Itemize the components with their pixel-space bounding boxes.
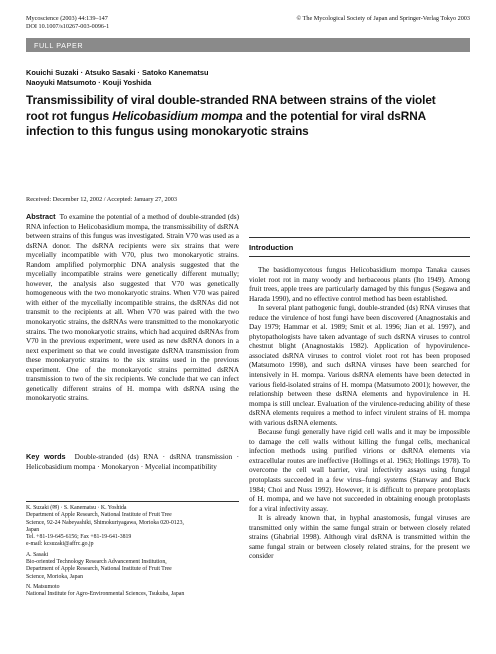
title-line-2: root rot fungus Helicobasidium mompa and the potential for viral dsRNA: [26, 108, 427, 123]
keywords-paragraph: [26, 452, 239, 472]
keywords-label: Key words: [26, 452, 66, 461]
intro-rule-top: [249, 237, 470, 238]
abstract-text: To examine the potential of a method of double-stranded (ds) RNA infection to Helicobasidium mompa, the transmissibility of dsRNA between strains of this fungus was investigated. Strain V70 was used as a dsRNA donor. The dsRNA recipients were six strains that were mycelially incompatible with V70, plus two monokaryotic strains. Random amplified polymorphic DNA analysis suggested that the mycelially incompatible strains were genetically different mutually; however, the analysis also suggested that V70 was genetically homogeneous with the two monokaryotic strains. When V70 was paired with either of the mycelially incompatible strains, the dsRNAs did not transmit to the recipients at all. When V70 was paired with the two monokaryotic strains, the dsRNAs were transmitted to the monokaryotic strains. The two monokaryotic strains, which had acquired dsRNAs from V70 in the previous experiment, were used as new dsRNA donors in a next experiment so that we could investigate dsRNA transmission from these monokaryotic strains to the six strains used in the previous experiment. One of the monokaryotic strains permitted dsRNA transmission to two of the six recipients. We conclude that we can infect genetically different strains of H. mompa with dsRNA using the monokaryotic strains.: [26, 213, 240, 403]
article-type-banner: [26, 38, 470, 52]
intro-rule-bottom: [249, 256, 470, 257]
affiliation-1: K. Suzaki (✉) · S. Kanematsu · K. Yoshida Department of Apple Research, National Institute of Fruit Tree Science, 92-24 Nabeyashiki, Shimokuriyagawa, Morioka 020-0123, Japan Tel. +81-19-645-6156; Fax +81-19-641-3819 e-mail: kcsuzaki@affrc.go.jp: [26, 505, 184, 548]
introduction-body: [249, 266, 470, 650]
author-list: [26, 68, 209, 88]
journal-volume-pages: Mycoscience (2003) 44:139–147: [26, 15, 108, 22]
doi: DOI 10.1007/s10267-003-0096-1: [26, 23, 110, 30]
intro-paragraph-3: Because fungi generally have rigid cell walls and it may be impossible to damage the cell walls without killing the fungal cells, mechanical infection methods using purified virions or dsRNA elements via extracellular routes are ineffective (Hollings et al. 1963; Hollings 1978). To overcome the cell wall barrier, viral infectivity assays using fungal protoplasts succeeded in a few virus–fungi systems (Stanway and Buck 1984; Choi and Nuss 1992). However, it is difficult to prepare protoplasts of H. mompa, and we have not succeeded in obtaining enough protoplasts for a viral infectivity assay.: [249, 428, 470, 513]
intro-paragraph-1: The basidiomycetous fungus Helicobasidium mompa Tanaka causes violet root rot in many woody and herbaceous plants (Ito 1949). Among fruit trees, apple trees are particularly damaged by this fungus (Segawa and Harada 1990), and no effective control method has been established.: [249, 266, 470, 303]
footnote-divider: [26, 501, 239, 502]
title-line-1: Transmissibility of viral double-stranded RNA between strains of the violet: [26, 93, 436, 107]
copyright-line: © The Mycological Society of Japan and Springer-Verlag Tokyo 2003: [296, 15, 470, 22]
author-line-1: Kouichi Suzaki · Atsuko Sasaki · Satoko Kanematsu: [26, 68, 209, 77]
keywords-section: [26, 452, 239, 472]
affiliations: [26, 505, 239, 602]
keywords-text: Double-stranded (ds) RNA · dsRNA transmission · Helicobasidium mompa · Monokaryon · Mycelial incompatibility: [26, 453, 240, 471]
affiliation-3: N. Matsumoto National Institute for Agro-Environmental Sciences, Tsukuba, Japan: [26, 583, 185, 598]
abstract-paragraph: [26, 212, 239, 404]
title-line-3: infection to this fungus using monokaryotic strains: [26, 124, 309, 138]
received-accepted-dates: Received: December 12, 2002 / Accepted: January 27, 2003: [26, 196, 178, 203]
abstract-label: Abstract: [26, 212, 56, 221]
intro-paragraph-4: It is already known that, in hyphal anastomosis, fungal viruses are transmitted only within the same fungal strain or between closely related strains (Ghabrial 1998). Although viral dsRNA is transmitted within the same fungal strain or between closely related strains, for the present we consider: [249, 514, 470, 561]
introduction-heading: Introduction: [249, 243, 294, 252]
journal-citation: [26, 15, 109, 31]
author-line-2: Naoyuki Matsumoto · Kouji Yoshida: [26, 78, 152, 87]
abstract-section: [26, 212, 239, 404]
affiliation-2: A. Sasaki Bio-oriented Technology Research Advancement Institution, Department of Apple Research, National Institute of Fruit Tree Science, Morioka, Japan: [26, 551, 172, 580]
intro-paragraph-2: In several plant pathogenic fungi, double-stranded (ds) RNA viruses that reduce the virulence of host fungi have been discovered (Anagnostakis and Day 1979; Hammar et al. 1989; Smit et al. 1996; Jian et al. 1997), and phytopathologists have taken advantage of such dsRNA viruses to control chestnut blight (Anagnostakis 1982). Application of hypovirulence-associated dsRNA viruses to control violet root rot has been proposed (Matsumoto 1998), and such dsRNA viruses have been searched for intensively in H. mompa. Various dsRNA elements have been detected in various field-isolated strains of H. mompa (Matsumoto 2001); however, the relationship between these dsRNA elements and hypovirulence in H. mompa is still unclear. Evaluation of the virulence-reducing ability of these dsRNA elements requires a method to infect virulent strains of H. mompa with various dsRNA elements.: [249, 304, 470, 427]
article-type-label: FULL PAPER: [34, 40, 84, 50]
article-title: [26, 93, 476, 140]
